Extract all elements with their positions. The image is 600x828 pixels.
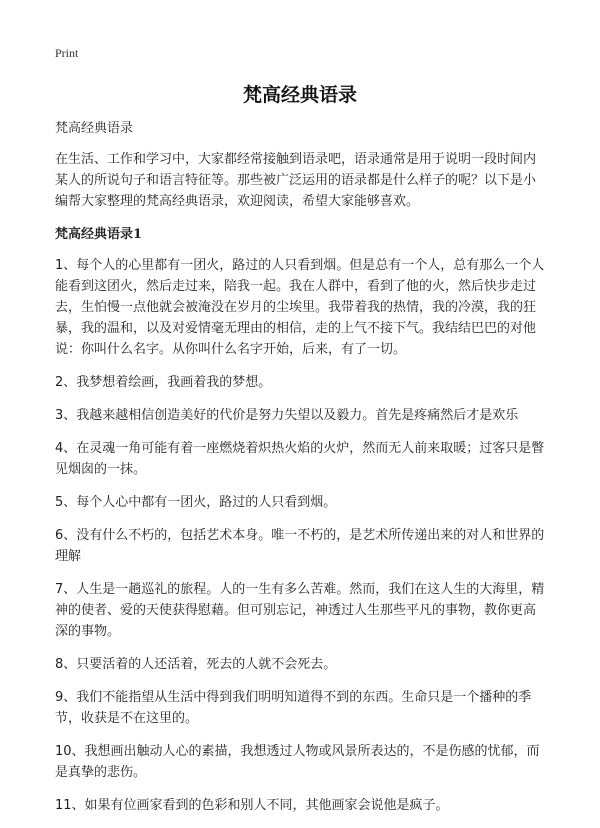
article-subtitle: 梵高经典语录 xyxy=(55,121,134,136)
quote-item: 8、只要活着的人还活着，死去的人就不会死去。 xyxy=(55,657,337,672)
quote-item: 9、我们不能指望从生活中得到我们明明知道得不到的东西。生命只是一个播种的季节，收获是不在这里的。 xyxy=(55,690,532,726)
quote-item: 7、人生是一趟巡礼的旅程。人的一生有多么苦难。然而，我们在这人生的大海里，精神的使者、爱的天使获得慰藉。但可别忘记，神透过人生那些平凡的事物，教你更高深的事物。 xyxy=(55,582,545,639)
intro-paragraph: 在生活、工作和学习中，大家都经常接触到语录吧，语录通常是用于说明一段时间内某人的所说句子和语言特征等。那些被广泛运用的语录都是什么样子的呢？以下是小编帮大家整理的梵高经典语录，欢迎阅读，希望大家能够喜欢。 xyxy=(55,152,537,209)
page-title: 梵高经典语录 xyxy=(242,84,357,106)
quote-item: 1、每个人的心里都有一团火，路过的人只看到烟。但是总有一个人，总有那么一个人能看到这团火，然后走过来，陪我一起。我在人群中，看到了他的火，然后快步走过去，生怕慢一点他就会被淹没在岁月的尘埃里。我带着我的热情，我的冷漠，我的狂暴，我的温和，以及对爱情毫无理由的相信，走的上气不接下气。我结结巴巴的对他说：你叫什么名字。从你叫什么名字开始，后来，有了一切。 xyxy=(55,258,545,357)
quote-item: 10、我想画出触动人心的素描，我想透过人物或风景所表达的，不是伤感的忧郁，而是真挚的悲伤。 xyxy=(55,744,540,780)
quote-item: 6、没有什么不朽的，包括艺术本身。唯一不朽的，是艺术所传递出来的对人和世界的理解 xyxy=(55,528,545,564)
quote-item: 11、如果有位画家看到的色彩和别人不同，其他画家会说他是疯子。 xyxy=(55,798,449,813)
quote-item: 5、每个人心中都有一团火，路过的人只看到烟。 xyxy=(55,495,337,510)
section-heading: 梵高经典语录1 xyxy=(55,227,143,242)
quote-item: 3、我越来越相信创造美好的代价是努力失望以及毅力。首先是疼痛然后才是欢乐 xyxy=(55,408,519,423)
article-body xyxy=(55,118,547,828)
quote-item: 4、在灵魂一角可能有着一座燃烧着炽热火焰的火炉，然而无人前来取暖；过客只是瞥见烟囱的一抹。 xyxy=(55,441,545,477)
print-link[interactable]: Print xyxy=(55,46,79,60)
quote-item: 2、我梦想着绘画，我画着我的梦想。 xyxy=(55,375,272,390)
